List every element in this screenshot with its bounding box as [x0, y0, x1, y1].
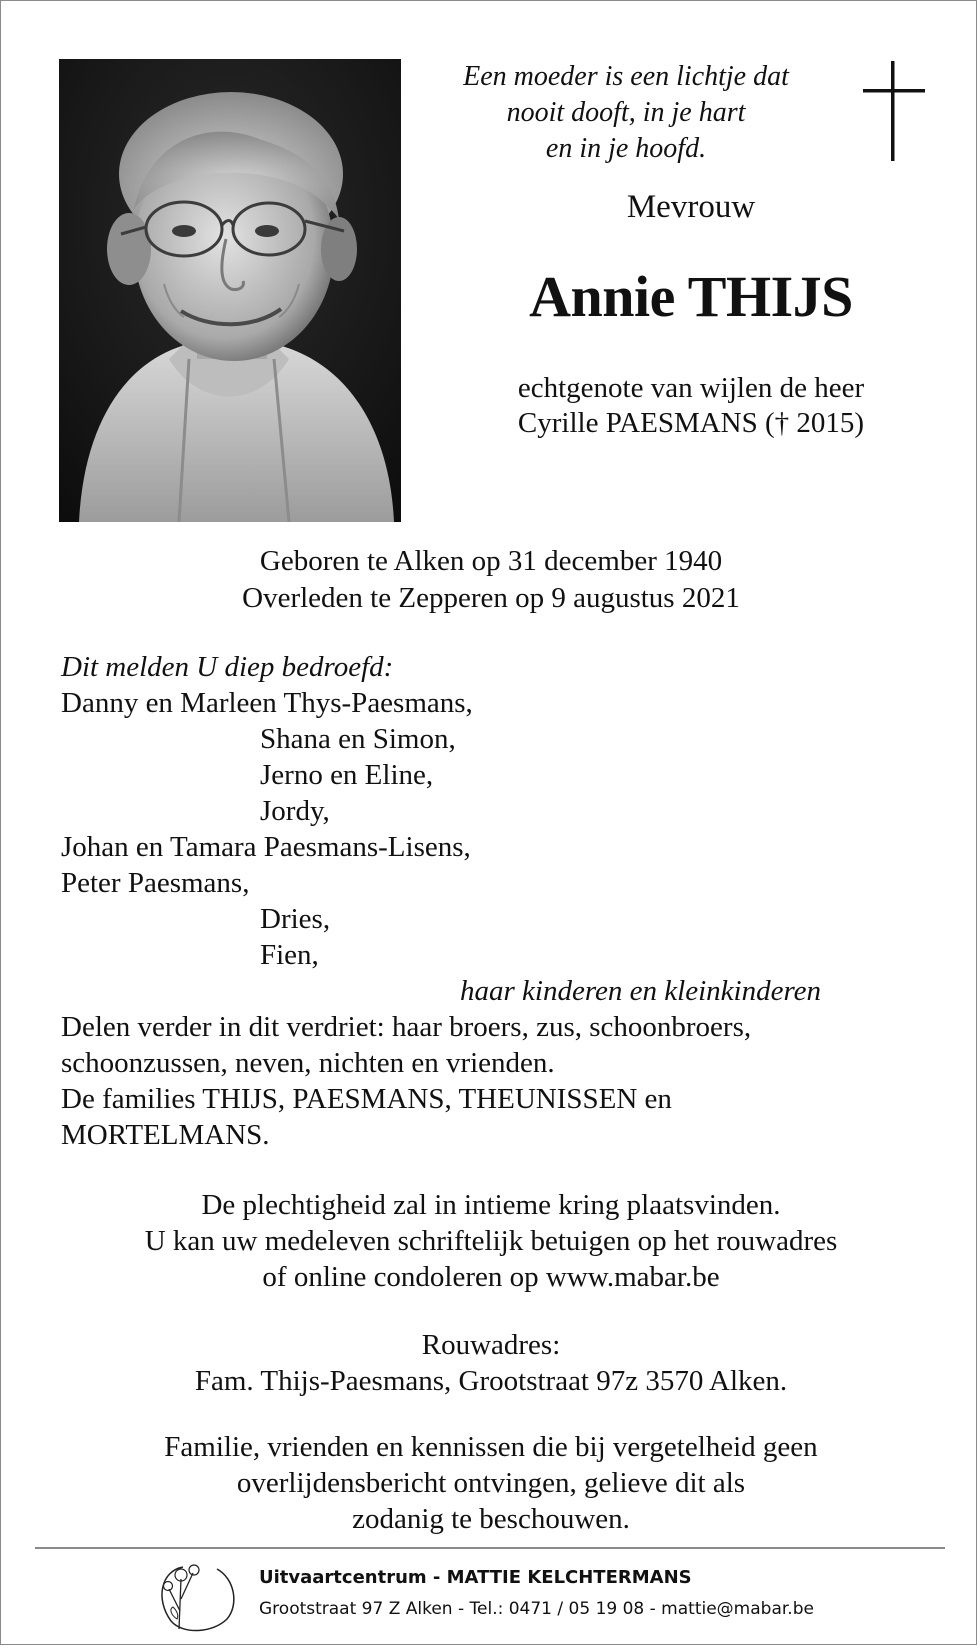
funeral-home-name: Uitvaartcentrum - MATTIE KELCHTERMANS: [259, 1567, 692, 1588]
others-line: MORTELMANS.: [61, 1119, 270, 1151]
funeral-home-contact: Grootstraat 97 Z Alken - Tel.: 0471 / 05 19 08 - mattie@mabar.be: [259, 1599, 814, 1619]
address-line: Fam. Thijs-Paesmans, Grootstraat 97z 3570 Alken.: [194, 1365, 788, 1397]
ceremony-line: U kan uw medeleven schriftelijk betuigen op het rouwadres: [144, 1225, 838, 1257]
others-line: schoonzussen, neven, nichten en vrienden.: [61, 1047, 555, 1079]
poem-line: Een moeder is een lichtje dat: [463, 61, 789, 92]
flower-logo-icon: [153, 1559, 237, 1635]
family-line: Fien,: [260, 939, 319, 971]
family-line: Johan en Tamara Paesmans-Lisens,: [61, 831, 471, 863]
deceased-name: Annie THIJS: [529, 264, 853, 329]
family-line: Dries,: [260, 903, 331, 935]
salutation: Mevrouw: [626, 189, 756, 225]
ceremony-line: De plechtigheid zal in intieme kring plaatsvinden.: [201, 1189, 781, 1221]
life-dates: [81, 543, 901, 617]
family-line: Peter Paesmans,: [61, 867, 250, 899]
death-line: Overleden te Zepperen op 9 augustus 2021: [242, 582, 740, 614]
family-line: Jordy,: [260, 795, 330, 827]
address-label: Rouwadres:: [421, 1329, 561, 1361]
family-list: [61, 649, 941, 1153]
cross-icon: [863, 61, 925, 161]
others-line: Delen verder in dit verdriet: haar broers, zus, schoonbroers,: [61, 1011, 752, 1043]
ceremony-line: of online condoleren op www.mabar.be: [262, 1261, 720, 1293]
portrait-photo: [59, 59, 401, 522]
notice-line: Familie, vrienden en kennissen die bij vergetelheid geen: [164, 1431, 818, 1463]
birth-line: Geboren te Alken op 31 december 1940: [259, 545, 723, 577]
spouse-line: Cyrille PAESMANS († 2015): [517, 407, 865, 439]
poem-line: nooit dooft, in je hart: [506, 97, 746, 128]
notice-line: zodanig te beschouwen.: [352, 1503, 630, 1535]
mourning-address: [41, 1327, 941, 1399]
notice: [41, 1429, 941, 1537]
spouse-info: [441, 371, 941, 441]
family-intro: Dit melden U diep bedroefd:: [61, 651, 394, 683]
notice-line: overlijdensbericht ontvingen, gelieve dit als: [236, 1467, 746, 1499]
family-line: Shana en Simon,: [260, 723, 456, 755]
ceremony-info: [41, 1187, 941, 1295]
poem: [421, 59, 831, 167]
spouse-line: echtgenote van wijlen de heer: [517, 372, 865, 404]
poem-line: en in je hoofd.: [545, 133, 707, 164]
footer-divider: [35, 1547, 945, 1549]
family-line: Danny en Marleen Thys-Paesmans,: [61, 687, 473, 719]
portrait-illustration: [59, 59, 401, 522]
family-line: Jerno en Eline,: [260, 759, 434, 791]
others-line: De families THIJS, PAESMANS, THEUNISSEN en: [61, 1083, 672, 1115]
family-relation: haar kinderen en kleinkinderen: [460, 975, 822, 1007]
